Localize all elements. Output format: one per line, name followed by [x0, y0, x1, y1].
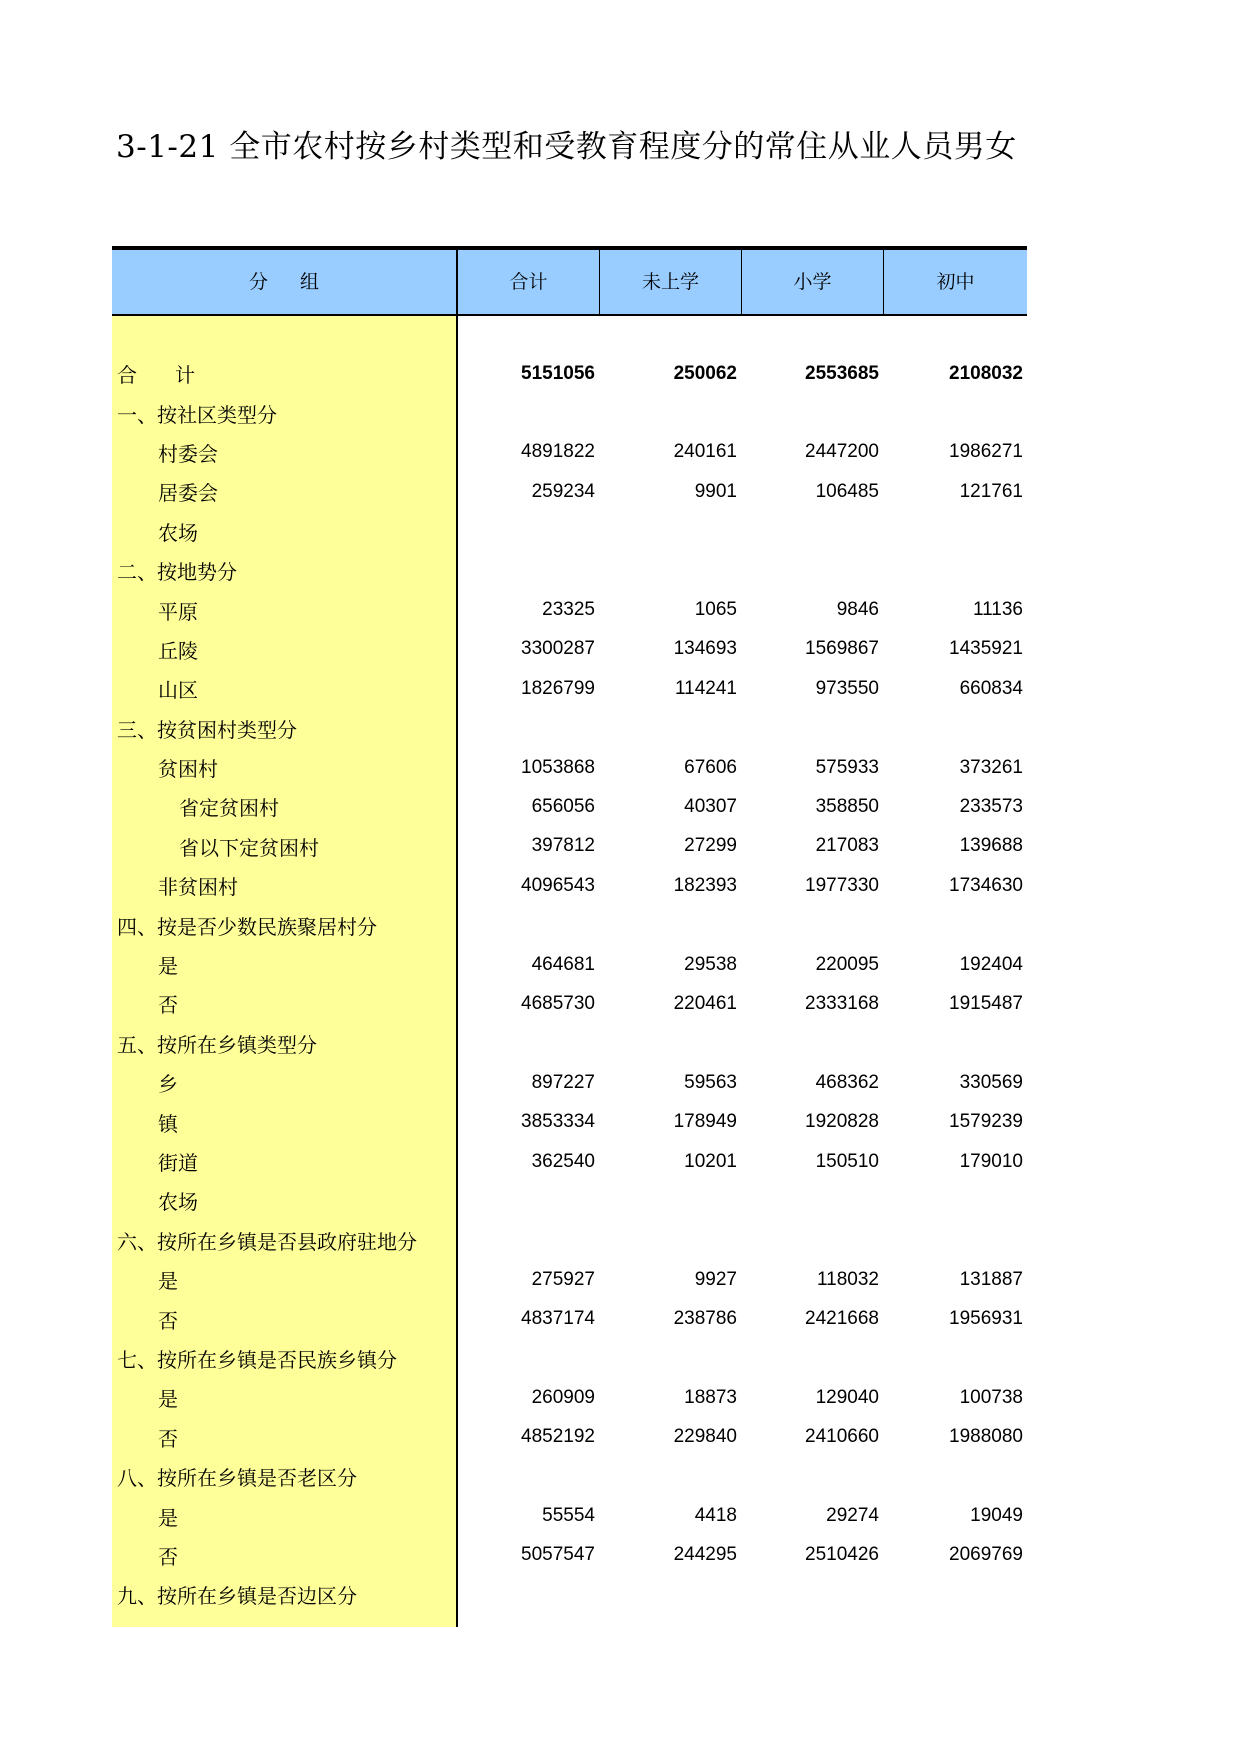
table-cell: 55554	[542, 1505, 595, 1527]
table-cell: 178949	[673, 1111, 737, 1133]
table-row-label	[112, 709, 456, 748]
table-cell: 2069769	[949, 1544, 1023, 1566]
row-label: 非贫困村	[158, 875, 238, 900]
table-row-label	[112, 512, 456, 551]
table-row	[458, 512, 1027, 551]
table-row-label	[112, 393, 456, 432]
table-cell: 220095	[815, 953, 879, 975]
table-row-label	[112, 433, 456, 472]
table-row	[458, 630, 1027, 669]
table-row-label	[112, 551, 456, 590]
row-label: 是	[158, 1387, 178, 1412]
row-label: 居委会	[158, 481, 218, 506]
table-row	[458, 472, 1027, 511]
table-row	[458, 787, 1027, 826]
table-cell: 9901	[694, 480, 737, 502]
table-row-label	[112, 472, 456, 511]
table-row	[458, 1339, 1027, 1378]
table-row-label	[112, 1378, 456, 1417]
table-cell: 9927	[694, 1268, 737, 1290]
table-row	[458, 1142, 1027, 1181]
table-row-label	[112, 1418, 456, 1457]
table-header	[112, 246, 1027, 316]
table-cell: 4418	[694, 1505, 737, 1527]
row-label: 是	[158, 954, 178, 979]
table-row	[458, 866, 1027, 905]
row-label: 三、按贫困村类型分	[117, 717, 297, 742]
table-cell: 139688	[959, 835, 1023, 857]
table-cell: 656056	[531, 795, 595, 817]
table-row	[458, 1024, 1027, 1063]
table-row-label	[112, 1260, 456, 1299]
row-label: 四、按是否少数民族聚居村分	[117, 914, 377, 939]
row-label: 否	[158, 1544, 178, 1569]
row-label: 否	[158, 1308, 178, 1333]
table-row-label	[112, 630, 456, 669]
row-label: 合计	[117, 363, 233, 388]
table-cell: 233573	[959, 795, 1023, 817]
row-label: 七、按所在乡镇是否民族乡镇分	[117, 1347, 397, 1372]
row-label: 八、按所在乡镇是否老区分	[117, 1466, 357, 1491]
table-cell: 106485	[815, 480, 879, 502]
table-cell: 973550	[815, 677, 879, 699]
table-cell: 2510426	[805, 1544, 879, 1566]
table-row	[458, 1575, 1027, 1614]
table-cell: 3853334	[521, 1111, 595, 1133]
table-cell: 358850	[815, 795, 879, 817]
table-cell: 260909	[531, 1386, 595, 1408]
table-cell: 3300287	[521, 638, 595, 660]
row-label: 农场	[158, 1190, 198, 1215]
table-row	[458, 1418, 1027, 1457]
table-cell: 897227	[531, 1071, 595, 1093]
header-junior-high: 初中	[936, 271, 975, 293]
table-row	[458, 1063, 1027, 1102]
table-row	[458, 748, 1027, 787]
table-cell: 23325	[542, 599, 595, 621]
table-cell: 2447200	[805, 441, 879, 463]
table-cell: 9846	[836, 599, 879, 621]
row-labels-column	[112, 316, 458, 1627]
table-row-label	[112, 866, 456, 905]
table-cell: 134693	[673, 638, 737, 660]
table-body	[112, 316, 1027, 1627]
row-label: 乡	[158, 1072, 178, 1097]
table-row	[458, 433, 1027, 472]
table-row-label	[112, 669, 456, 708]
table-row-label	[112, 984, 456, 1023]
table-row	[458, 1102, 1027, 1141]
table-row	[458, 827, 1027, 866]
table-cell: 250062	[673, 362, 737, 384]
table-cell: 121761	[959, 480, 1023, 502]
table-row	[458, 354, 1027, 393]
table-row-label	[112, 1063, 456, 1102]
table-cell: 179010	[959, 1150, 1023, 1172]
table-row	[458, 393, 1027, 432]
table-row-label	[112, 1575, 456, 1614]
table-row	[458, 945, 1027, 984]
header-total: 合计	[458, 250, 600, 314]
row-label: 五、按所在乡镇类型分	[117, 1032, 317, 1057]
table-cell: 1826799	[521, 677, 595, 699]
table-cell: 1956931	[949, 1308, 1023, 1330]
row-label: 村委会	[158, 441, 218, 466]
table-cell: 18873	[684, 1386, 737, 1408]
table-cell: 4852192	[521, 1426, 595, 1448]
table-row-label	[112, 1024, 456, 1063]
table-cell: 129040	[815, 1386, 879, 1408]
table-row	[458, 551, 1027, 590]
header-no-school: 未上学	[600, 250, 742, 314]
table-cell: 5151056	[521, 362, 595, 384]
table-cell: 244295	[673, 1544, 737, 1566]
table-row-label	[112, 1536, 456, 1575]
row-label: 否	[158, 1426, 178, 1451]
table-row	[458, 905, 1027, 944]
page-title: 3-1-21 全市农村按乡村类型和受教育程度分的常住从业人员男女	[116, 129, 1017, 165]
table-cell: 59563	[684, 1071, 737, 1093]
row-label: 镇	[158, 1111, 178, 1136]
table-cell: 220461	[673, 992, 737, 1014]
row-label: 二、按地势分	[117, 560, 237, 585]
row-label: 贫困村	[158, 757, 218, 782]
data-columns	[458, 316, 1027, 1627]
table-cell: 29538	[684, 953, 737, 975]
table-cell: 330569	[959, 1071, 1023, 1093]
table-cell: 114241	[675, 677, 737, 699]
table-cell: 27299	[684, 835, 737, 857]
row-label: 是	[158, 1505, 178, 1530]
table-row-label	[112, 354, 456, 393]
row-label: 省定贫困村	[179, 796, 279, 821]
table-row-label	[112, 1299, 456, 1338]
table-row	[458, 590, 1027, 629]
table-row-label	[112, 905, 456, 944]
table-cell: 182393	[673, 874, 737, 896]
header-primary: 小学	[742, 250, 884, 314]
table-row-label	[112, 1221, 456, 1260]
table-cell: 229840	[673, 1426, 737, 1448]
table-cell: 240161	[673, 441, 737, 463]
row-label: 六、按所在乡镇是否县政府驻地分	[117, 1229, 417, 1254]
table-cell: 4837174	[521, 1308, 595, 1330]
table-cell: 131887	[959, 1268, 1023, 1290]
table-row-label	[112, 748, 456, 787]
table-cell: 575933	[815, 756, 879, 778]
table-cell: 2108032	[949, 362, 1023, 384]
table-cell: 100738	[959, 1386, 1023, 1408]
table-cell: 217083	[815, 835, 879, 857]
table-cell: 2333168	[805, 992, 879, 1014]
table-cell: 11136	[972, 599, 1023, 621]
table-cell: 468362	[815, 1071, 879, 1093]
table-row-label	[112, 1339, 456, 1378]
table-cell: 4685730	[521, 992, 595, 1014]
table-row	[458, 1181, 1027, 1220]
table-row	[458, 1378, 1027, 1417]
row-label: 九、按所在乡镇是否边区分	[117, 1584, 357, 1609]
row-label: 否	[158, 993, 178, 1018]
table-row-label	[112, 1102, 456, 1141]
table-cell: 660834	[959, 677, 1023, 699]
table-cell: 259234	[531, 480, 595, 502]
table-cell: 1065	[694, 599, 737, 621]
table-cell: 1734630	[949, 874, 1023, 896]
table-cell: 1915487	[949, 992, 1023, 1014]
table-cell: 1977330	[805, 874, 879, 896]
table-row	[458, 1457, 1027, 1496]
table-cell: 19049	[970, 1505, 1023, 1527]
table-cell: 1986271	[949, 441, 1023, 463]
table-cell: 362540	[531, 1150, 595, 1172]
row-label: 山区	[158, 678, 198, 703]
table-cell: 1435921	[949, 638, 1023, 660]
table-row	[458, 669, 1027, 708]
table-cell: 4096543	[521, 874, 595, 896]
table-cell: 1920828	[805, 1111, 879, 1133]
table-cell: 397812	[531, 835, 595, 857]
table-cell: 238786	[673, 1308, 737, 1330]
table-cell: 67606	[684, 756, 737, 778]
table-row-label	[112, 1457, 456, 1496]
table-row-label	[112, 945, 456, 984]
row-label: 一、按社区类型分	[117, 402, 277, 427]
table-row	[458, 1299, 1027, 1338]
table-cell: 192404	[959, 953, 1023, 975]
table-row	[458, 709, 1027, 748]
table-cell: 1988080	[949, 1426, 1023, 1448]
table-cell: 1053868	[521, 756, 595, 778]
table-cell: 10201	[684, 1150, 737, 1172]
row-label: 街道	[158, 1151, 198, 1175]
row-label: 省以下定贫困村	[179, 835, 319, 860]
table-cell: 1579239	[949, 1111, 1023, 1133]
table-cell: 1569867	[805, 638, 879, 660]
table-cell: 2421668	[805, 1308, 879, 1330]
table-row-label	[112, 1142, 456, 1181]
row-label: 丘陵	[158, 638, 198, 663]
table-cell: 373261	[959, 756, 1023, 778]
table-cell: 40307	[684, 795, 737, 817]
table-row-label	[112, 827, 456, 866]
table-row	[458, 984, 1027, 1023]
table-cell: 5057547	[521, 1544, 595, 1566]
table-row	[458, 1536, 1027, 1575]
table-row	[458, 1496, 1027, 1535]
table-row	[458, 1221, 1027, 1260]
table-cell: 150510	[815, 1150, 879, 1172]
table-row-label	[112, 1496, 456, 1535]
header-group: 分组	[112, 250, 458, 314]
row-label: 农场	[158, 520, 198, 545]
row-label: 是	[158, 1269, 178, 1294]
table-cell: 118032	[817, 1268, 879, 1290]
table-cell: 29274	[826, 1505, 879, 1527]
table-cell: 2410660	[805, 1426, 879, 1448]
table-cell: 4891822	[521, 441, 595, 463]
table-cell: 464681	[531, 953, 595, 975]
table-row-label	[112, 1181, 456, 1220]
statistics-table	[112, 246, 1027, 1627]
table-row	[458, 1260, 1027, 1299]
table-row-label	[112, 590, 456, 629]
table-cell: 2553685	[805, 362, 879, 384]
row-label: 平原	[158, 599, 198, 624]
table-cell: 275927	[531, 1268, 595, 1290]
table-row-label	[112, 787, 456, 826]
